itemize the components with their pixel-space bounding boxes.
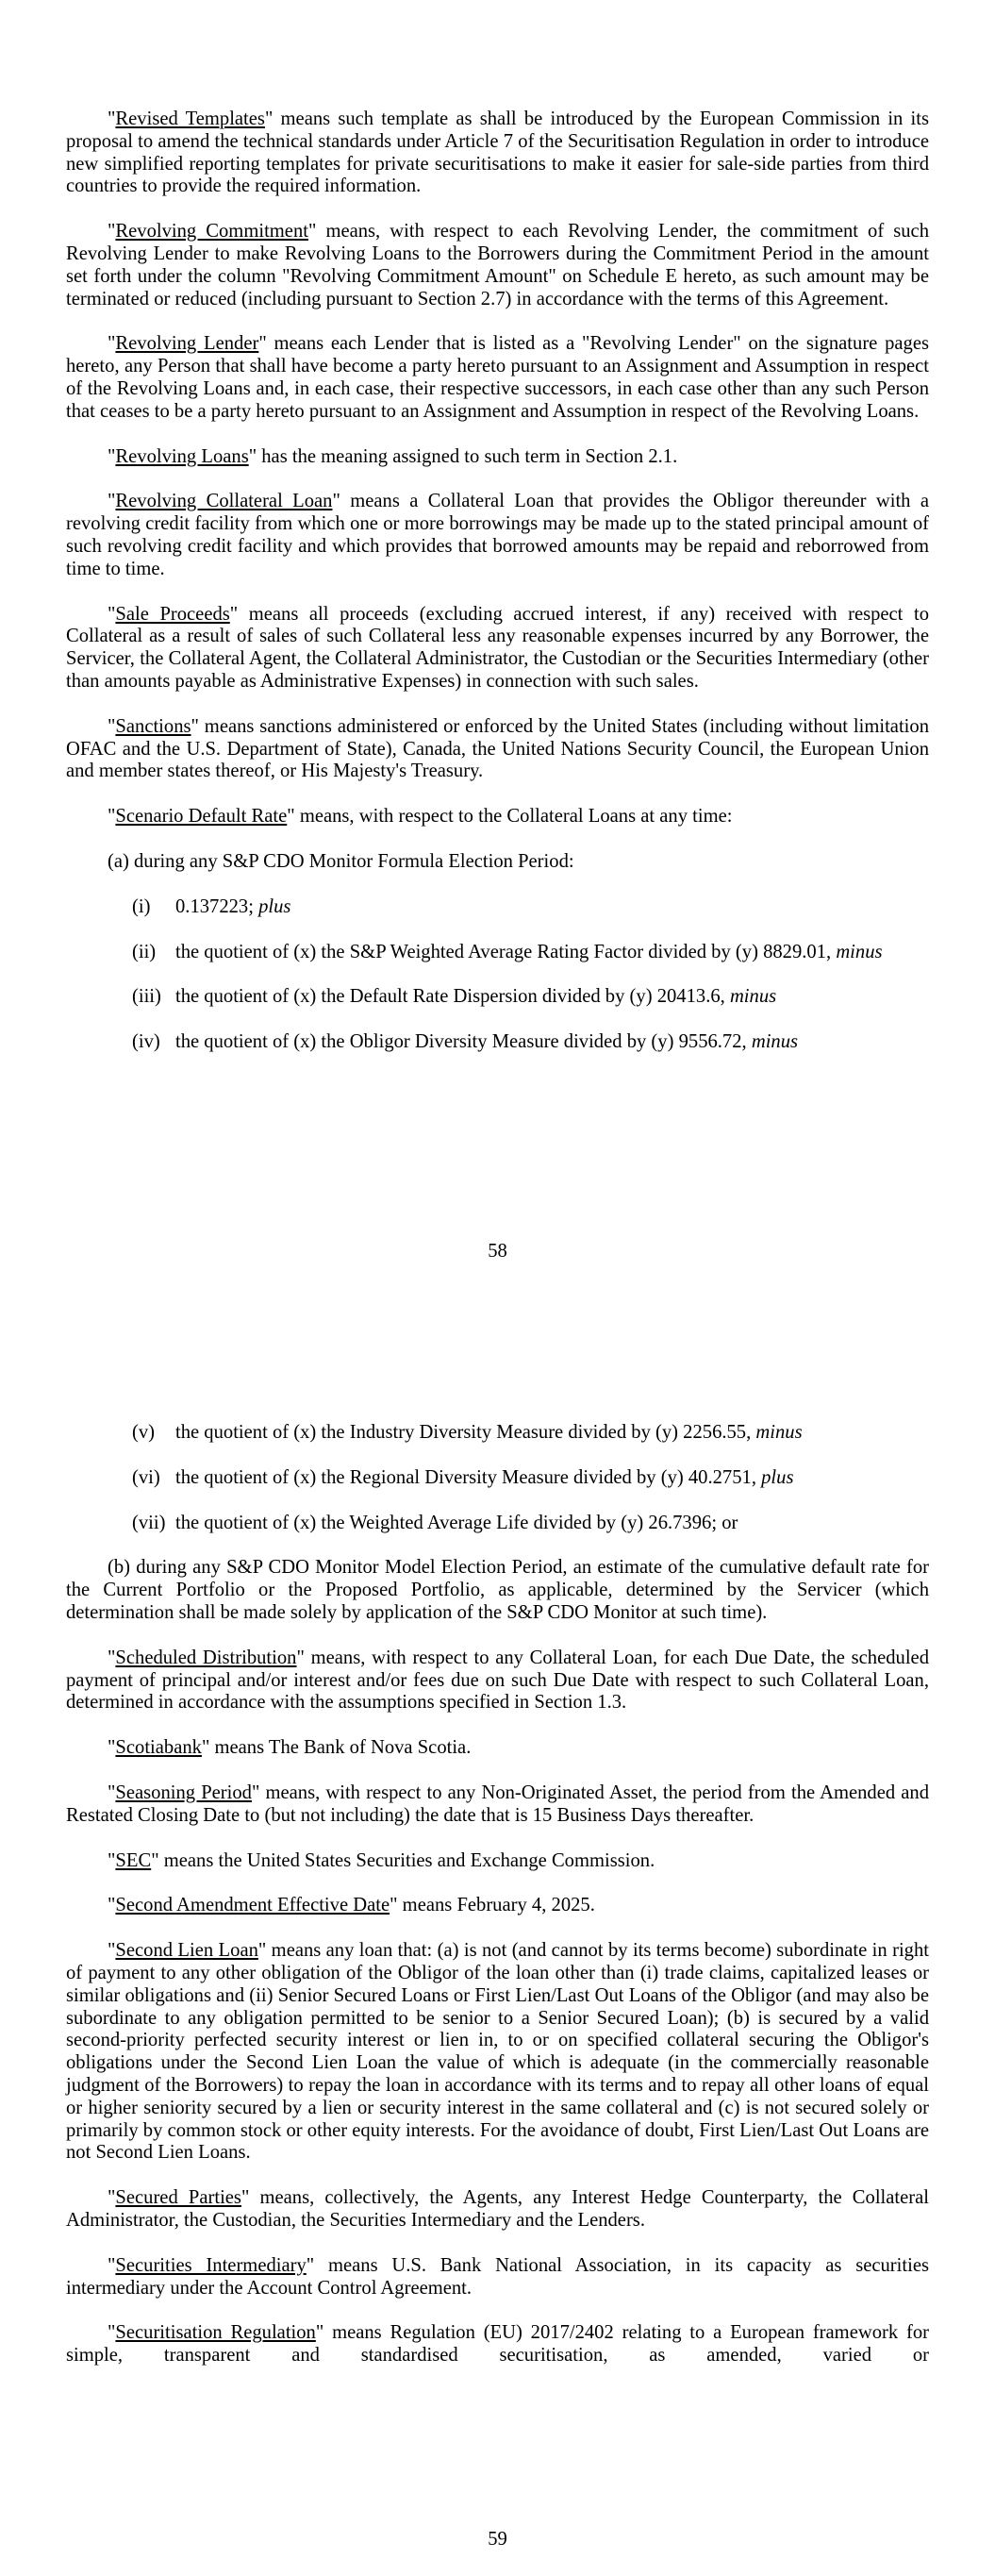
text-run: " means sanctions administered or enforced by the United States (including without limitation OFAC and the U.S. Department of State), Canada, the United Nations Security Council, the European Union and member states thereof, or His Majesty's Treasury.: [66, 715, 929, 782]
text-run: minus: [751, 1031, 799, 1053]
definition-paragraph: [66, 109, 929, 198]
list-item: [132, 986, 929, 1009]
definition-paragraph: [66, 333, 929, 423]
text-run: minus: [836, 941, 883, 962]
text-run: (b) during any S&P CDO Monitor Model Election Period, an estimate of the cumulative default rate for the Current Portfolio or the Proposed Portfolio, as applicable, determined by the Servicer (which determination shall be made solely by application of the S&P CDO Monitor at such time).: [66, 1557, 929, 1623]
defined-term: Sale Proceeds: [115, 603, 230, 625]
text-run: ": [108, 491, 116, 512]
list-item-label: (i): [132, 895, 151, 917]
defined-term: Second Amendment Effective Date: [115, 1895, 390, 1916]
definition-paragraph: [66, 1940, 929, 2165]
definition-paragraph: [66, 716, 929, 783]
text-run: minus: [755, 1422, 803, 1443]
defined-term: Secured Parties: [115, 2187, 241, 2209]
text-run: the quotient of (x) the S&P Weighted Average Rating Factor divided by (y) 8829.01,: [175, 941, 837, 962]
text-run: ": [108, 445, 116, 467]
text-run: the quotient of (x) the Default Rate Dispersion divided by (y) 20413.6,: [175, 986, 730, 1008]
definition-paragraph: [66, 851, 929, 874]
text-run: " means the United States Securities and Exchange Commission.: [151, 1849, 655, 1871]
definition-paragraph: [66, 1895, 929, 1917]
defined-term: Revolving Lender: [115, 333, 259, 355]
text-run: " means, with respect to any Non-Originated Asset, the period from the Amended and Restated Closing Date to (but not including) the date that is 15 Business Days thereafter.: [66, 1781, 930, 1826]
defined-term: Second Lien Loan: [115, 1940, 258, 1962]
list-item-label: (iv): [132, 1031, 160, 1053]
text-run: ": [108, 2322, 116, 2344]
text-run: plus: [258, 895, 291, 917]
defined-term: SEC: [115, 1849, 152, 1871]
text-run: (a) during any S&P CDO Monitor Formula Election Period:: [108, 850, 574, 872]
defined-term: Scotiabank: [115, 1737, 202, 1759]
text-run: ": [108, 2254, 116, 2276]
text-run: " means a Collateral Loan that provides the Obligor thereunder with a revolving credit facility from which one or more borrowings may be made up to the stated principal amount of such revolving credit facility and which provides that borrowed amounts may be repaid and reborrowed from time to time.: [66, 491, 929, 579]
list-item: [132, 1513, 929, 1535]
text-run: minus: [729, 986, 777, 1008]
list-item: [132, 896, 929, 919]
list-item-label: (iii): [132, 986, 161, 1008]
defined-term: Scheduled Distribution: [115, 1647, 297, 1668]
text-run: ": [108, 1849, 116, 1871]
text-run: the quotient of (x) the Weighted Average Life divided by (y) 26.7396; or: [175, 1512, 738, 1533]
text-run: ": [108, 1940, 116, 1962]
definition-paragraph: [66, 2322, 929, 2367]
defined-term: Seasoning Period: [115, 1781, 252, 1803]
definition-paragraph: [66, 1737, 929, 1760]
definition-paragraph: [66, 1850, 929, 1873]
list-item-label: (v): [132, 1422, 156, 1443]
defined-term: Revolving Collateral Loan: [115, 491, 333, 512]
definition-paragraph: [66, 491, 929, 580]
text-run: ": [108, 806, 116, 828]
text-run: ": [108, 221, 116, 243]
defined-term: Revised Templates: [115, 109, 265, 129]
definition-paragraph: [66, 806, 929, 828]
text-run: the quotient of (x) the Industry Diversity Measure divided by (y) 2256.55,: [175, 1422, 756, 1443]
list-item: [132, 942, 929, 964]
page-number: 58: [488, 1241, 507, 1263]
text-run: " means any loan that: (a) is not (and cannot by its terms become) subordinate in right of payment to any other obligation of the Obligor of the loan other than (i) trade claims, capitalized leases or similar obligations and (ii) Senior Secured Loans or First Lien/Last Out Loans of the Obligor (and may also be subordinate to any obligation permitted to be senior to a Senior Secured Loan); (b) is secured by a valid second-priority perfected security interest or lien in, to or on specified collateral securing the Obligor's obligations under the Second Lien Loan the value of which is adequate (in the commercially reasonable judgment of the Borrowers) to repay the loan in accordance with its terms and to repay all other loans of equal or higher seniority secured by a lien or security interest in the same collateral and (c) is not secured solely or primarily by common stock or other equity interests. For the avoidance of doubt, First Lien/Last Out Loans are not Second Lien Loans.: [66, 1940, 929, 2164]
list-item: [132, 1422, 929, 1445]
definition-paragraph: [66, 1557, 929, 1624]
list-item: [132, 1031, 929, 1054]
text-run: " means The Bank of Nova Scotia.: [201, 1737, 472, 1759]
text-run: " means, with respect to any Collateral Loan, for each Due Date, the scheduled payment of principal and/or interest and/or fees due on such Due Date with respect to such Collateral Loan, determined in accordance with the assumptions specified in Section 1.3.: [66, 1647, 929, 1714]
text-run: ": [108, 333, 116, 355]
list-item-label: (ii): [132, 941, 157, 962]
text-run: " means February 4, 2025.: [390, 1895, 595, 1916]
definition-paragraph: [66, 221, 929, 310]
definition-paragraph: [66, 2255, 929, 2300]
definition-paragraph: [66, 446, 929, 469]
defined-term: Scenario Default Rate: [115, 806, 288, 828]
definition-paragraph: [66, 604, 929, 694]
page-58-content: [66, 0, 929, 1077]
text-run: ": [108, 2187, 116, 2209]
list-item-label: (vii): [132, 1512, 166, 1533]
text-run: plus: [761, 1466, 794, 1488]
text-run: " means all proceeds (excluding accrued interest, if any) received with respect to Collateral as a result of sales of such Collateral less any reasonable expenses incurred by any Borrower, the Servicer, the Collateral Agent, the Collateral Administrator, the Custodian or the Securities Intermediary (other than amounts payable as Administrative Expenses) in connection with such sales.: [66, 603, 929, 692]
defined-term: Securitisation Regulation: [115, 2322, 316, 2344]
defined-term: Revolving Loans: [115, 445, 249, 467]
text-run: ": [108, 715, 116, 737]
text-run: 0.137223;: [175, 895, 259, 917]
text-run: ": [108, 1737, 116, 1759]
text-run: " means Regulation (EU) 2017/2402 relating to a European framework for simple, transparent and standardised securitisation, as amended, varied or: [66, 2322, 929, 2367]
defined-term: Securities Intermediary: [115, 2254, 307, 2276]
page-number: 59: [488, 2529, 507, 2551]
page-59-content: [66, 1288, 929, 2390]
text-run: " means, with respect to the Collateral Loans at any time:: [287, 806, 733, 828]
definition-paragraph: [66, 2187, 929, 2233]
text-run: " means U.S. Bank National Association, in its capacity as securities intermediary under the Account Control Agreement.: [66, 2254, 929, 2299]
text-run: ": [108, 1647, 116, 1668]
list-item: [132, 1467, 929, 1490]
page-59: [0, 1288, 995, 2576]
text-run: the quotient of (x) the Obligor Diversity Measure divided by (y) 9556.72,: [175, 1031, 752, 1053]
defined-term: Sanctions: [115, 715, 191, 737]
list-item-label: (vi): [132, 1466, 160, 1488]
defined-term: Revolving Commitment: [115, 221, 308, 243]
definition-paragraph: [66, 1648, 929, 1715]
definition-paragraph: [66, 1782, 929, 1828]
text-run: ": [108, 1781, 116, 1803]
text-run: " means such template as shall be introduced by the European Commission in its proposal to amend the technical standards under Article 7 of the Securitisation Regulation in order to introduce new simplified reporting templates for private securitisations to make it easier for sale-side parties from third countries to provide the required information.: [66, 109, 929, 197]
text-run: " has the meaning assigned to such term in Section 2.1.: [248, 445, 678, 467]
text-run: the quotient of (x) the Regional Diversity Measure divided by (y) 40.2751,: [175, 1466, 762, 1488]
text-run: " means, with respect to each Revolving Lender, the commitment of such Revolving Lender to make Revolving Loans to the Borrowers during the Commitment Period in the amount set forth under the column "Revolving Commitment Amount" on Schedule E hereto, as such amount may be terminated or reduced (including pursuant to Section 2.7) in accordance with the terms of this Agreement.: [66, 221, 929, 309]
text-run: ": [108, 1895, 116, 1916]
text-run: ": [108, 603, 116, 625]
text-run: " means each Lender that is listed as a "Revolving Lender" on the signature pages hereto, any Person that shall have become a party hereto pursuant to an Assignment and Assumption in respect of the Revolving Loans and, in each case, their respective successors, in each case other than any such Person that ceases to be a party hereto pursuant to an Assignment and Assumption in respect of the Revolving Loans.: [66, 333, 929, 422]
text-run: " means, collectively, the Agents, any Interest Hedge Counterparty, the Collateral Administrator, the Custodian, the Securities Intermediary and the Lenders.: [66, 2187, 929, 2231]
text-run: ": [108, 109, 116, 129]
